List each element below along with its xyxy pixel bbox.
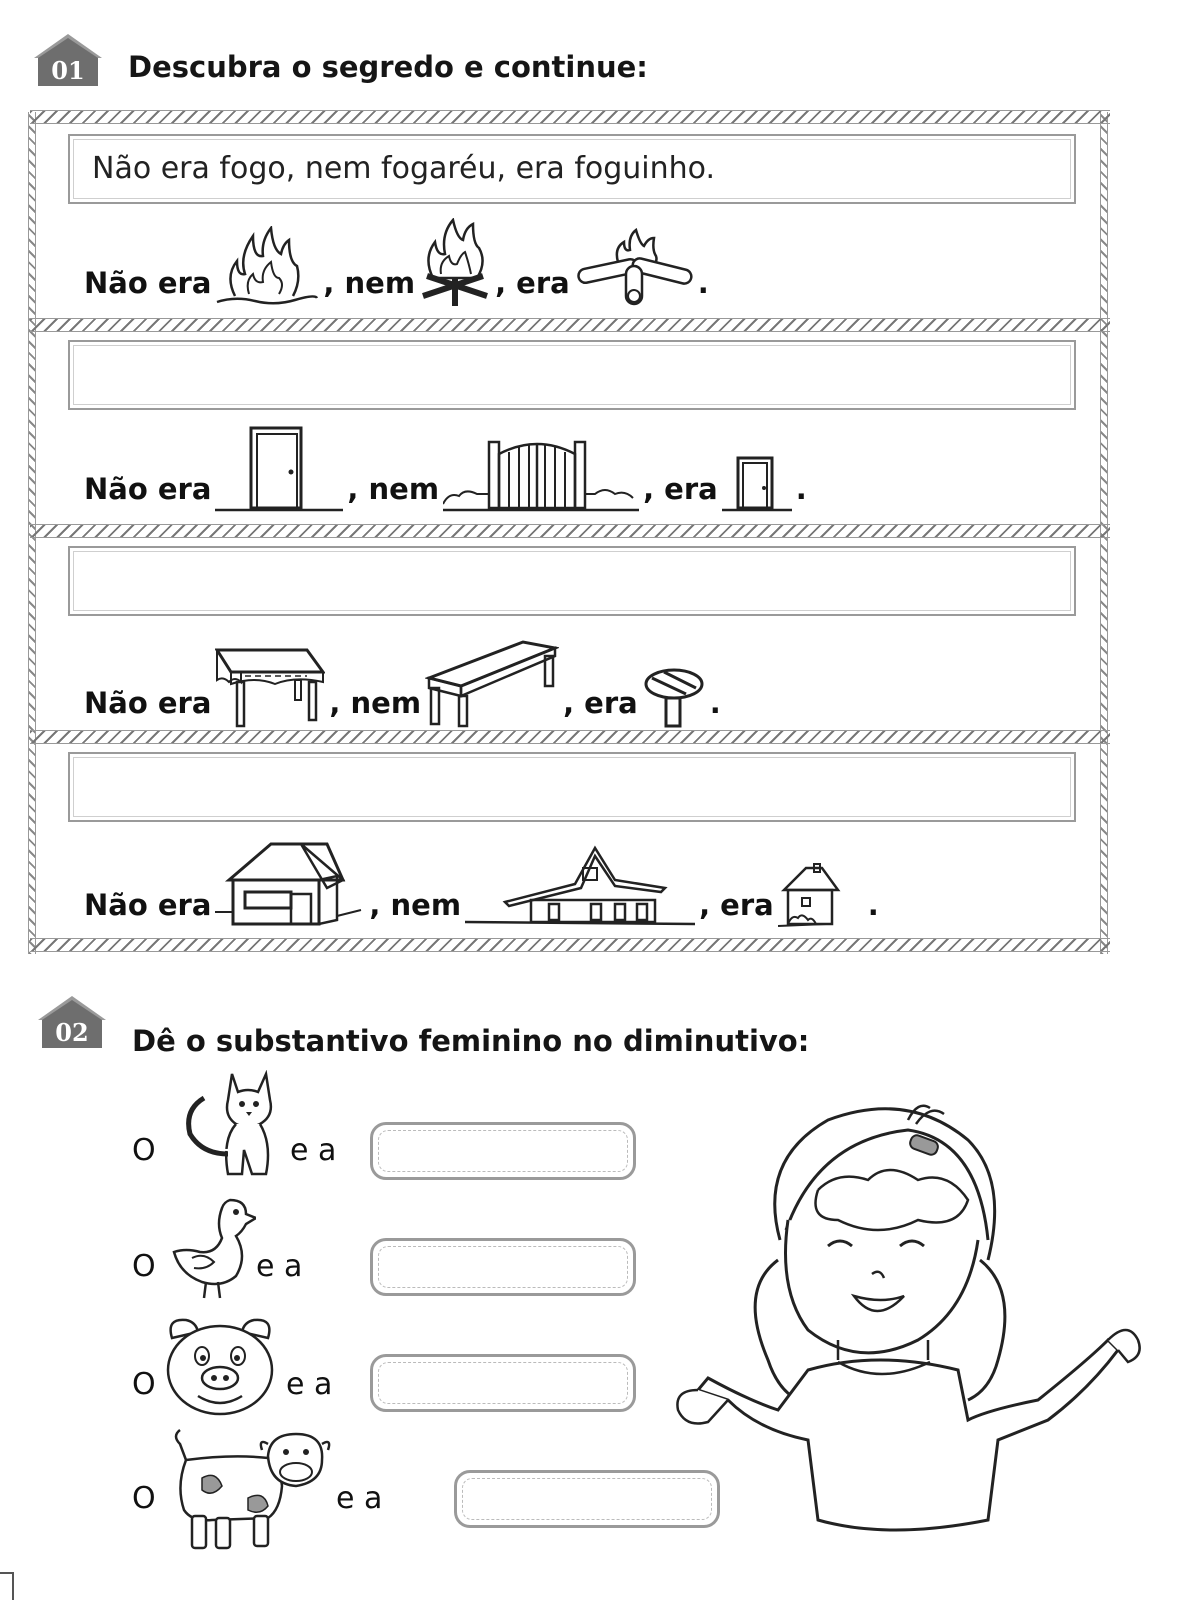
q2-row-3 xyxy=(132,1314,652,1418)
small-campfire-icon xyxy=(574,228,694,308)
q2-row-1 xyxy=(132,1070,652,1180)
q2-row-2 xyxy=(132,1196,652,1300)
badge-number-text: 01 xyxy=(51,56,85,85)
frame-divider xyxy=(30,524,1110,538)
page-corner-mark xyxy=(0,1572,14,1600)
riddle-line-1 xyxy=(80,218,713,308)
nao-era-text: Não era xyxy=(84,266,212,300)
answer-box-pig[interactable] xyxy=(370,1354,636,1412)
connector-text: e a xyxy=(286,1367,333,1402)
article-text: O xyxy=(132,1481,156,1516)
era-text: , era xyxy=(643,472,718,506)
answer-box-duck[interactable] xyxy=(370,1238,636,1296)
nao-era-text: Não era xyxy=(84,686,212,720)
era-text: , era xyxy=(699,888,774,922)
riddle-line-3 xyxy=(80,638,725,728)
period-text: . xyxy=(709,686,721,720)
nem-text: , nem xyxy=(347,472,440,506)
girl-illustration xyxy=(668,1100,1148,1560)
nem-text: , nem xyxy=(369,888,462,922)
table-icon xyxy=(215,646,325,728)
connector-text: e a xyxy=(256,1249,303,1284)
house-icon xyxy=(215,840,365,930)
small-stool-icon xyxy=(642,666,706,728)
riddle-line-4 xyxy=(80,840,883,930)
question-title: Descubra o segredo e continue: xyxy=(128,50,648,84)
nem-text: , nem xyxy=(323,266,416,300)
example-answer-text: Não era fogo, nem fogaréu, era foguinho. xyxy=(92,151,716,186)
connector-text: e a xyxy=(290,1133,337,1168)
fire-icon xyxy=(215,226,319,308)
small-house-icon xyxy=(778,862,848,930)
article-text: O xyxy=(132,1133,156,1168)
gate-icon xyxy=(443,430,639,514)
nao-era-text: Não era xyxy=(84,888,212,922)
nem-text: , nem xyxy=(329,686,422,720)
small-door-icon xyxy=(722,452,792,514)
question-number-badge-01 xyxy=(34,34,102,88)
badge-number-text: 02 xyxy=(55,1018,89,1047)
era-text: , era xyxy=(495,266,570,300)
q2-row-4 xyxy=(132,1426,732,1552)
article-text: O xyxy=(132,1249,156,1284)
door-icon xyxy=(215,424,343,514)
big-farmhouse-icon xyxy=(465,840,695,930)
duck-icon xyxy=(166,1196,256,1300)
question-number-badge-02 xyxy=(38,996,106,1050)
pig-icon xyxy=(162,1314,278,1418)
question-title: Dê o substantivo feminino no diminutivo: xyxy=(132,1024,810,1058)
frame-divider xyxy=(30,938,1110,952)
frame-divider xyxy=(30,110,1110,124)
bonfire-icon xyxy=(419,218,491,308)
period-text: . xyxy=(697,266,709,300)
period-text: . xyxy=(795,472,807,506)
answer-box-4[interactable] xyxy=(68,752,1076,822)
answer-box-2[interactable] xyxy=(68,340,1076,410)
period-text: . xyxy=(867,888,879,922)
riddle-line-2 xyxy=(80,424,811,514)
long-bench-table-icon xyxy=(425,638,559,728)
nao-era-text: Não era xyxy=(84,472,212,506)
article-text: O xyxy=(132,1367,156,1402)
answer-box-1[interactable] xyxy=(68,134,1076,204)
cat-icon xyxy=(162,1070,286,1180)
answer-box-cat[interactable] xyxy=(370,1122,636,1180)
frame-divider xyxy=(30,730,1110,744)
cow-icon xyxy=(172,1426,332,1552)
era-text: , era xyxy=(563,686,638,720)
frame-divider xyxy=(30,318,1110,332)
connector-text: e a xyxy=(336,1481,383,1516)
answer-box-3[interactable] xyxy=(68,546,1076,616)
